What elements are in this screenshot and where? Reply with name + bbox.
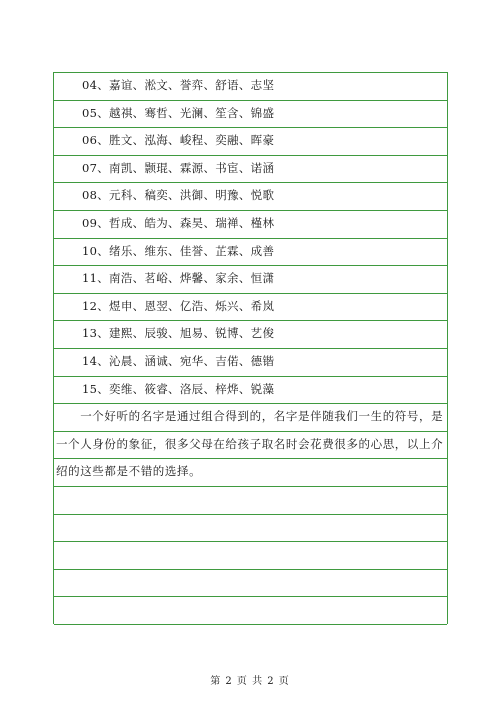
item-number: 05 [82,105,98,120]
item-number: 11 [82,271,98,286]
item-number: 04 [82,78,98,92]
item-number: 07 [82,160,98,175]
item-separator: 、 [97,381,110,396]
name-list-item [82,72,441,99]
item-separator: 、 [97,105,110,120]
item-separator: 、 [97,271,110,286]
item-separator: 、 [97,78,110,92]
item-separator: 、 [97,188,110,203]
item-names: 南浩、茗峪、烨馨、家余、恒潇 [109,271,275,286]
item-separator: 、 [97,354,110,368]
rule-line [54,514,447,515]
rule-line [54,569,447,570]
name-list-item [82,376,441,403]
item-number: 09 [82,216,98,230]
rule-line [54,486,447,487]
name-list-item [82,320,441,347]
paragraph-line: 绍的这些都是不错的选择。 [56,464,202,479]
paragraph-line: 一个人身份的象征，很多父母在给孩子取名时会花费很多的心思，以上介 [56,436,443,451]
name-list-item [82,182,441,209]
item-names: 绪乐、维东、佳誉、芷霖、成善 [109,243,275,258]
item-names: 胜文、泓海、峻程、奕融、晖豪 [109,133,275,148]
item-names: 越祺、骞哲、光澜、笙含、锦盛 [109,105,275,120]
item-separator: 、 [97,326,110,341]
name-list-item [82,238,441,265]
item-names: 嘉谊、淞文、誉弈、舒语、志坚 [109,78,275,92]
name-list-item [82,155,441,182]
item-number: 12 [82,298,98,313]
item-number: 13 [82,326,98,341]
name-list-item [82,348,441,375]
paragraph-line: 一个好听的名字是通过组合得到的，名字是伴随我们一生的符号，是 [56,409,443,424]
item-separator: 、 [97,243,110,258]
item-names: 奕维、筱睿、洛辰、梓烨、锐藻 [109,381,275,396]
item-separator: 、 [97,160,110,175]
item-names: 哲成、皓为、森昊、瑞禅、槿林 [109,216,275,230]
item-names: 南凯、颢琨、霖源、书宦、诺涵 [109,160,275,175]
name-list-item [82,127,441,154]
page-footer: 第 2 页 共 2 页 [210,676,290,687]
name-list-item [82,100,441,127]
name-list-item [82,293,441,320]
rule-line [54,596,447,597]
item-separator: 、 [97,298,110,313]
item-number: 06 [82,133,98,148]
rule-line [54,624,447,625]
item-names: 元科、稿奕、洪御、明豫、悦歌 [109,188,275,203]
item-number: 14 [82,354,98,368]
name-list-item [82,210,441,237]
rule-line [54,541,447,542]
item-number: 15 [82,381,98,396]
item-separator: 、 [97,133,110,148]
item-number: 10 [82,243,98,258]
lined-page [53,72,448,624]
item-number: 08 [82,188,98,203]
item-names: 煜申、恩翌、亿浩、烁兴、希岚 [109,298,275,313]
name-list-item [82,265,441,292]
item-names: 沁晨、涵诚、宛华、吉偌、德锴 [109,354,275,368]
item-separator: 、 [97,216,110,230]
item-names: 建熙、辰骏、旭易、锐博、艺俊 [109,326,275,341]
